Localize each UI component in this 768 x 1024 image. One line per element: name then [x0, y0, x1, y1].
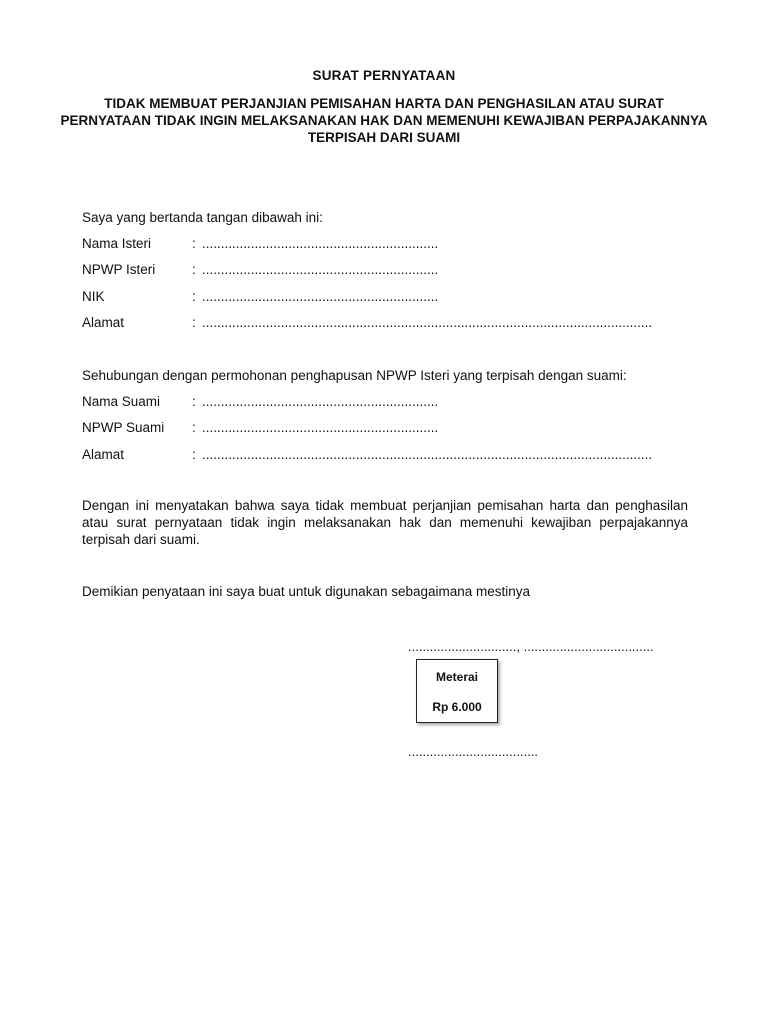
- field-blank: ........................................................................................................................: [202, 315, 653, 330]
- field-label: NIK: [82, 289, 105, 304]
- meterai-stamp-box: [416, 659, 498, 723]
- signature-line: ....................................: [408, 744, 539, 759]
- field-blank: ...............................................................: [202, 262, 439, 277]
- field-blank: ...............................................................: [202, 420, 439, 435]
- husband-intro-text: Sehubungan dengan permohonan penghapusan NPWP Isteri yang terpisah dengan suami:: [82, 368, 627, 383]
- stamp-label: Meterai: [435, 670, 479, 684]
- field-colon: :: [192, 262, 196, 277]
- field-label: NPWP Isteri: [82, 262, 156, 277]
- field-colon: :: [192, 315, 196, 330]
- stamp-value: Rp 6.000: [432, 700, 482, 714]
- statement-paragraph: Dengan ini menyatakan bahwa saya tidak membuat perjanjian pemisahan harta dan penghasilan atau surat pernyataan tidak ingin melaksanakan hak dan memenuhi kewajiban perpajakannya terpisah dari suami.: [82, 498, 688, 547]
- field-label: Nama Isteri: [82, 236, 152, 251]
- document-subtitle: TIDAK MEMBUAT PERJANJIAN PEMISAHAN HARTA DAN PENGHASILAN ATAU SURAT PERNYATAAN TIDAK INGIN MELAKSANAKAN HAK DAN MEMENUHI KEWAJIBAN PERPAJAKANNYA TERPISAH DARI SUAMI: [60, 96, 708, 145]
- field-blank: ...............................................................: [202, 289, 439, 304]
- field-colon: :: [192, 236, 196, 251]
- field-colon: :: [192, 447, 196, 462]
- field-colon: :: [192, 420, 196, 435]
- field-colon: :: [192, 289, 196, 304]
- intro-text: Saya yang bertanda tangan dibawah ini:: [82, 210, 323, 225]
- document-title: SURAT PERNYATAAN: [312, 68, 456, 83]
- field-blank: ...............................................................: [202, 236, 439, 251]
- field-label: Alamat: [82, 315, 125, 330]
- place-date-line: .............................., ....................................: [408, 639, 654, 654]
- field-blank: ...............................................................: [202, 394, 439, 409]
- closing-text: Demikian penyataan ini saya buat untuk digunakan sebagaimana mestinya: [82, 584, 531, 599]
- field-label: Alamat: [82, 447, 125, 462]
- field-blank: ........................................................................................................................: [202, 447, 653, 462]
- field-label: Nama Suami: [82, 394, 161, 409]
- field-colon: :: [192, 394, 196, 409]
- field-label: NPWP Suami: [82, 420, 165, 435]
